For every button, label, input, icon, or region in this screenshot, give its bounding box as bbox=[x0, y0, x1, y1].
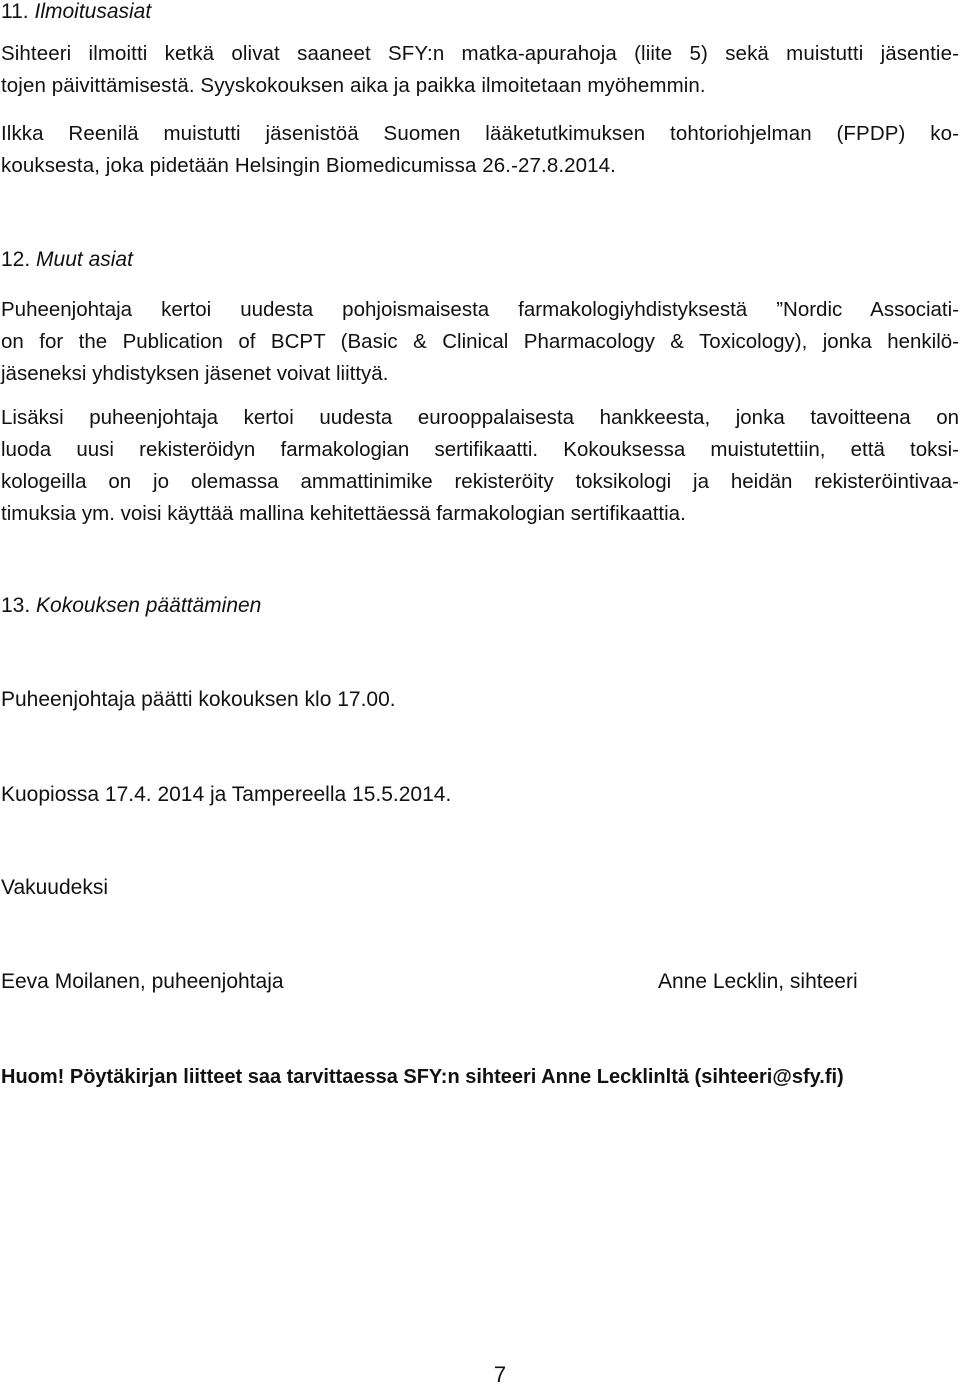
page-number: 7 bbox=[493, 1362, 507, 1387]
paragraph-line: luoda uusi rekisteröidyn farmakologian sertifikaatti. Kokouksessa muistutettiin, että toksi- bbox=[1, 438, 959, 461]
paragraph-line: Sihteeri ilmoitti ketkä olivat saaneet SFY:n matka-apurahoja (liite 5) sekä muistutti jäsentie- bbox=[1, 42, 959, 65]
signature-right: Anne Lecklin, sihteeri bbox=[658, 970, 858, 993]
signature-left: Eeva Moilanen, puheenjohtaja bbox=[1, 970, 284, 993]
section-12-paragraph-2 bbox=[1, 402, 959, 530]
paragraph-line: on for the Publication of BCPT (Basic & Clinical Pharmacology & Toxicology), jonka henkilö- bbox=[1, 330, 959, 353]
closing-statement: Puheenjohtaja päätti kokouksen klo 17.00. bbox=[1, 688, 396, 711]
section-13-number: 13. bbox=[1, 594, 31, 617]
section-11-title: Ilmoitusasiat bbox=[34, 0, 152, 23]
certification-label: Vakuudeksi bbox=[1, 876, 109, 899]
paragraph-line: tojen päivittämisestä. Syyskokouksen aika ja paikka ilmoitetaan myöhemmin. bbox=[1, 74, 706, 97]
paragraph-line: jäseneksi yhdistyksen jäsenet voivat liittyä. bbox=[1, 362, 389, 385]
section-11-number: 11. bbox=[1, 0, 29, 23]
section-11-heading bbox=[1, 0, 959, 24]
paragraph-line: kologeilla on jo olemassa ammattinimike rekisteröity toksikologi ja heidän rekisteröintivaa- bbox=[1, 470, 959, 493]
paragraph-line: Puheenjohtaja kertoi uudesta pohjoismaisesta farmakologiyhdistyksestä ”Nordic Associati- bbox=[1, 298, 959, 321]
attachments-note: Huom! Pöytäkirjan liitteet saa tarvittaessa SFY:n sihteeri Anne Lecklinltä (sihteeri@sfy.fi) bbox=[1, 1066, 844, 1088]
paragraph-line: timuksia ym. voisi käyttää mallina kehitettäessä farmakologian sertifikaattia. bbox=[1, 502, 686, 525]
section-12-title: Muut asiat bbox=[36, 248, 133, 271]
section-12-heading bbox=[1, 248, 959, 272]
paragraph-line: Lisäksi puheenjohtaja kertoi uudesta eurooppalaisesta hankkeesta, jonka tavoitteena on bbox=[1, 406, 959, 429]
place-and-date: Kuopiossa 17.4. 2014 ja Tampereella 15.5.2014. bbox=[1, 783, 452, 806]
paragraph-line: kouksesta, joka pidetään Helsingin Biomedicumissa 26.-27.8.2014. bbox=[1, 154, 616, 177]
paragraph-line: Ilkka Reenilä muistutti jäsenistöä Suomen lääketutkimuksen tohtoriohjelman (FPDP) ko- bbox=[1, 122, 959, 145]
section-11-paragraph-1 bbox=[1, 38, 959, 102]
section-13-heading bbox=[1, 594, 959, 618]
section-13-title: Kokouksen päättäminen bbox=[36, 594, 262, 617]
section-12-number: 12. bbox=[1, 248, 31, 271]
section-12-paragraph-1 bbox=[1, 294, 959, 390]
section-11-paragraph-2 bbox=[1, 118, 959, 182]
